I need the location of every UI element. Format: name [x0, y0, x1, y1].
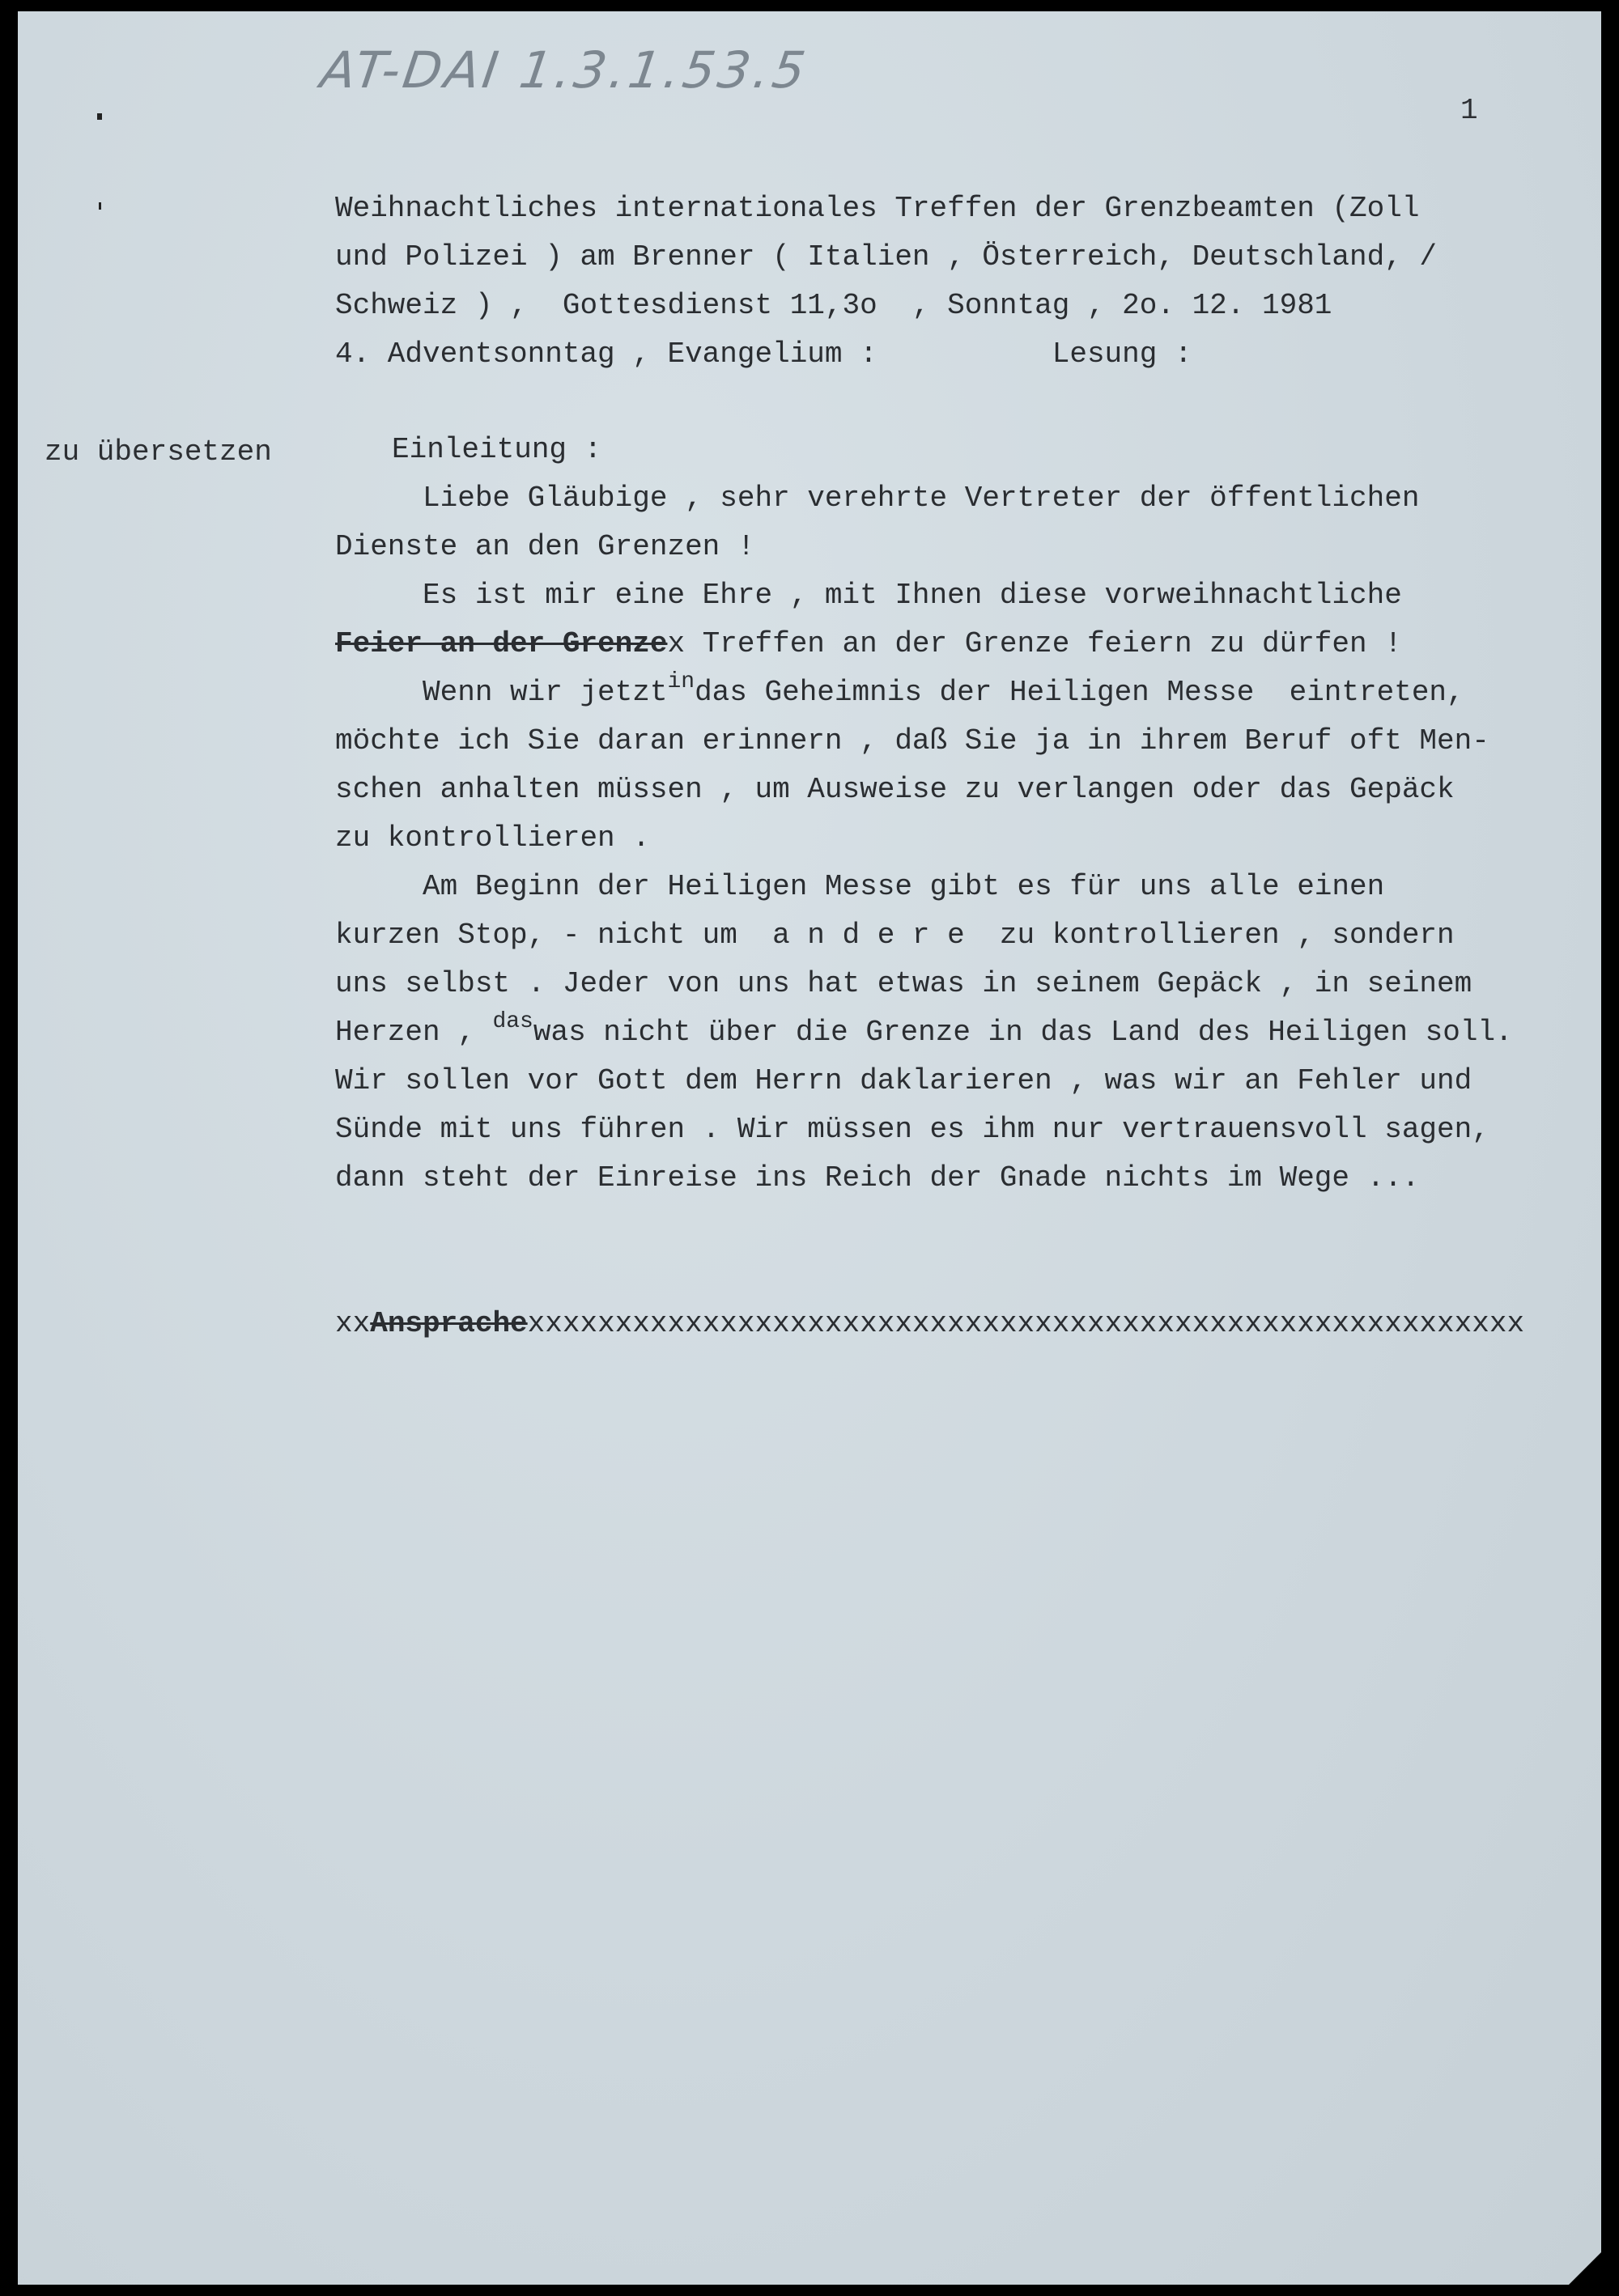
punch-mark: [99, 202, 101, 210]
body-line: Es ist mir eine Ehre , mit Ihnen diese vorweihnachtliche: [335, 579, 1402, 612]
body-line: Wenn wir jetzt$^{in}$das Geheimnis der Heiligen Messe eintreten,: [335, 669, 1464, 709]
header-line: 4. Adventsonntag , Evangelium : Lesung :: [335, 337, 1192, 371]
handwritten-insert: das: [492, 1009, 533, 1034]
document-page: [18, 11, 1601, 2285]
punch-mark: [97, 113, 102, 120]
header-line: Schweiz ) , Gottesdienst 11,3o , Sonntag , 2o. 12. 1981: [335, 289, 1332, 322]
handwritten-insert: in: [667, 669, 695, 694]
margin-note: zu übersetzen: [45, 435, 272, 469]
header-line: Weihnachtliches internationales Treffen der Grenzbeamten (Zoll: [335, 192, 1420, 225]
body-line: Wir sollen vor Gott dem Herrn daklarieren , was wir an Fehler und: [335, 1064, 1472, 1097]
body-line: uns selbst . Jeder von uns hat etwas in seinem Gepäck , in seinem: [335, 967, 1472, 1000]
header-line: und Polizei ) am Brenner ( Italien , Österreich, Deutschland, /: [335, 240, 1438, 274]
body-line: Herzen , $^{das}$was nicht über die Grenze in das Land des Heiligen soll.: [335, 1009, 1513, 1049]
page-number: 1: [1460, 94, 1478, 127]
struck-text: Ansprache: [370, 1307, 528, 1340]
struck-text: Feier an der Grenze: [335, 627, 668, 660]
archive-signature: AT-DAI 1.3.1.53.5: [317, 40, 813, 100]
body-line: kurzen Stop, - nicht um a n d e r e zu kontrollieren , sondern: [335, 919, 1455, 952]
body-line: Am Beginn der Heiligen Messe gibt es für uns alle einen: [335, 870, 1385, 903]
body-line: zu kontrollieren .: [335, 821, 650, 855]
body-line: Sünde mit uns führen . Wir müssen es ihm nur vertrauensvoll sagen,: [335, 1113, 1489, 1146]
body-line: dann steht der Einreise ins Reich der Gnade nichts im Wege ...: [335, 1161, 1420, 1195]
body-line: möchte ich Sie daran erinnern , daß Sie ja in ihrem Beruf oft Men-: [335, 724, 1489, 758]
body-line: Dienste an den Grenzen !: [335, 530, 755, 563]
body-line: Feier an der Grenzex Treffen an der Grenze feiern zu dürfen !: [335, 627, 1402, 660]
crossed-out-line: xxAnsprachexxxxxxxxxxxxxxxxxxxxxxxxxxxxxxxxxxxxxxxxxxxxxxxxxxxxxxxxx: [335, 1307, 1525, 1340]
body-line: Liebe Gläubige , sehr verehrte Vertreter der öffentlichen: [335, 482, 1420, 515]
body-line: schen anhalten müssen , um Ausweise zu verlangen oder das Gepäck: [335, 773, 1455, 806]
intro-heading: Einleitung :: [392, 433, 602, 466]
